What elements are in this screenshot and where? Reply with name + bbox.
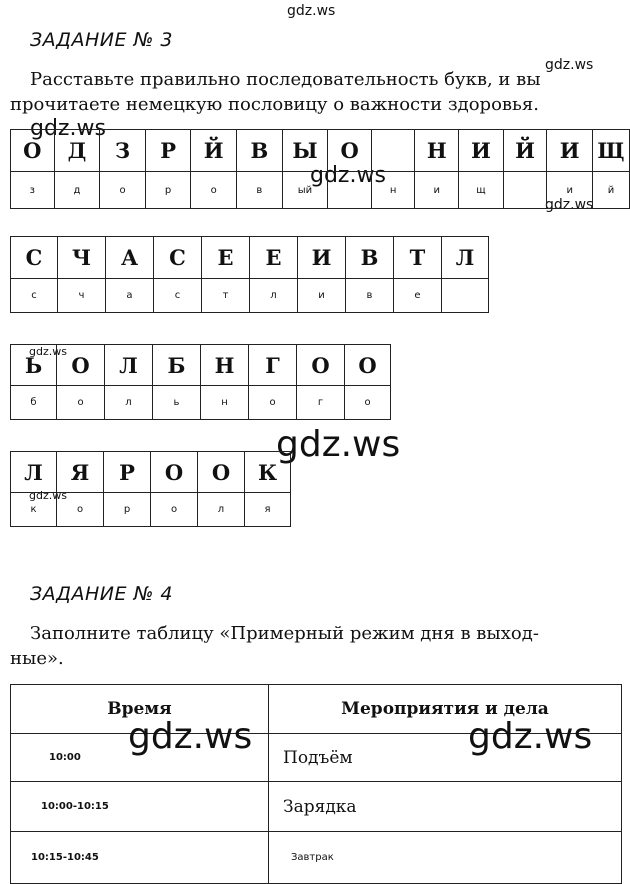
answer-letter: с	[11, 279, 58, 313]
task4-instruction-line2: ные».	[10, 648, 64, 669]
answer-letter: о	[345, 386, 391, 420]
answer-letter	[503, 172, 547, 209]
scrambled-letter: К	[245, 452, 291, 493]
scrambled-letter: Р	[104, 452, 151, 493]
scrambled-letter: Е	[202, 237, 250, 279]
scrambled-letter: И	[547, 130, 593, 172]
answer-letter: о	[249, 386, 297, 420]
watermark: gdz.ws	[30, 116, 106, 141]
answer-letter: щ	[459, 172, 504, 209]
time-cell: 10:00	[11, 734, 269, 782]
watermark: gdz.ws	[545, 197, 594, 213]
task4-title: ЗАДАНИЕ № 4	[30, 583, 173, 605]
scrambled-letter: Л	[105, 345, 153, 386]
task4-instruction-line1: Заполните таблицу «Примерный режим дня в выход-	[30, 623, 539, 644]
answer-letter: б	[11, 386, 57, 420]
watermark: gdz.ws	[310, 163, 386, 188]
answer-letter: о	[100, 172, 146, 209]
watermark: gdz.ws	[287, 3, 336, 19]
scrambled-letter: Д	[54, 130, 100, 172]
scrambled-letter: В	[346, 237, 394, 279]
activity-cell: Завтрак	[269, 832, 622, 884]
scrambled-letter: Б	[153, 345, 201, 386]
header-activities: Мероприятия и дела	[269, 685, 622, 734]
letter-grid-1	[10, 129, 630, 209]
answer-letter: р	[104, 493, 151, 527]
table-row	[11, 832, 622, 884]
letter-grid-3	[10, 344, 391, 420]
answer-letter: о	[57, 493, 104, 527]
answer-letter: л	[250, 279, 298, 313]
scrambled-letter: О	[151, 452, 198, 493]
answer-letter: д	[54, 172, 100, 209]
answer-letter: в	[346, 279, 394, 313]
watermark: gdz.ws	[128, 716, 253, 757]
answer-letter: й	[593, 172, 630, 209]
answer-letter	[442, 279, 489, 313]
activity-cell: Подъём	[269, 734, 622, 782]
time-cell: 10:00-10:15	[11, 782, 269, 832]
scrambled-letter: И	[459, 130, 504, 172]
watermark: gdz.ws	[29, 345, 67, 358]
scrambled-letter: Т	[394, 237, 442, 279]
answer-letter: ый	[282, 172, 328, 209]
scrambled-letter: Ь	[11, 345, 57, 386]
scrambled-letter: О	[11, 130, 55, 172]
scrambled-letter: Л	[11, 452, 57, 493]
answer-letter: и	[415, 172, 459, 209]
scrambled-letter: Р	[145, 130, 191, 172]
answer-letter: о	[191, 172, 237, 209]
task3-title: ЗАДАНИЕ № 3	[30, 29, 173, 51]
scrambled-letter: Н	[201, 345, 249, 386]
answer-letter: к	[11, 493, 57, 527]
table-row	[11, 782, 622, 832]
answer-letter: я	[245, 493, 291, 527]
watermark: gdz.ws	[29, 489, 67, 502]
activity-cell: Зарядка	[269, 782, 622, 832]
task3-instruction-line2: прочитаете немецкую пословицу о важности здоровья.	[10, 94, 539, 115]
answer-letter: о	[57, 386, 105, 420]
scrambled-letter: З	[100, 130, 146, 172]
letter-grid-2	[10, 236, 489, 313]
answer-letter: а	[106, 279, 154, 313]
scrambled-letter: Щ	[593, 130, 630, 172]
answer-letter: е	[394, 279, 442, 313]
answer-letter: т	[202, 279, 250, 313]
answer-letter: н	[201, 386, 249, 420]
scrambled-letter: О	[297, 345, 345, 386]
scrambled-letter: О	[57, 345, 105, 386]
scrambled-letter: Е	[250, 237, 298, 279]
answer-letter: л	[198, 493, 245, 527]
watermark: gdz.ws	[276, 424, 401, 465]
answer-letter: и	[547, 172, 593, 209]
scrambled-letter: В	[237, 130, 283, 172]
answer-letter: г	[297, 386, 345, 420]
schedule-table	[10, 684, 622, 884]
answer-letter	[328, 172, 372, 209]
answer-letter: ч	[58, 279, 106, 313]
scrambled-letter: Л	[442, 237, 489, 279]
scrambled-letter: О	[345, 345, 391, 386]
answer-letter: н	[371, 172, 414, 209]
scrambled-letter: А	[106, 237, 154, 279]
answer-letter: с	[154, 279, 202, 313]
task3-instruction-line1: Расставьте правильно последовательность букв, и вы	[30, 69, 541, 90]
answer-letter: ь	[153, 386, 201, 420]
time-cell: 10:15-10:45	[11, 832, 269, 884]
answer-letter: р	[145, 172, 191, 209]
scrambled-letter: С	[154, 237, 202, 279]
scrambled-letter: О	[328, 130, 372, 172]
answer-letter: и	[298, 279, 346, 313]
scrambled-letter: Й	[191, 130, 237, 172]
answer-letter: в	[237, 172, 283, 209]
scrambled-letter: И	[298, 237, 346, 279]
scrambled-letter: Г	[249, 345, 297, 386]
scrambled-letter: Ч	[58, 237, 106, 279]
scrambled-letter: Я	[57, 452, 104, 493]
scrambled-letter: О	[198, 452, 245, 493]
letter-grid-4	[10, 451, 291, 527]
scrambled-letter: Н	[415, 130, 459, 172]
watermark: gdz.ws	[545, 57, 594, 73]
watermark: gdz.ws	[468, 716, 593, 757]
answer-letter: з	[11, 172, 55, 209]
scrambled-letter: Й	[503, 130, 547, 172]
scrambled-letter: Ы	[282, 130, 328, 172]
header-time: Время	[11, 685, 269, 734]
answer-letter: л	[105, 386, 153, 420]
scrambled-letter	[371, 130, 414, 172]
answer-letter: о	[151, 493, 198, 527]
scrambled-letter: С	[11, 237, 58, 279]
